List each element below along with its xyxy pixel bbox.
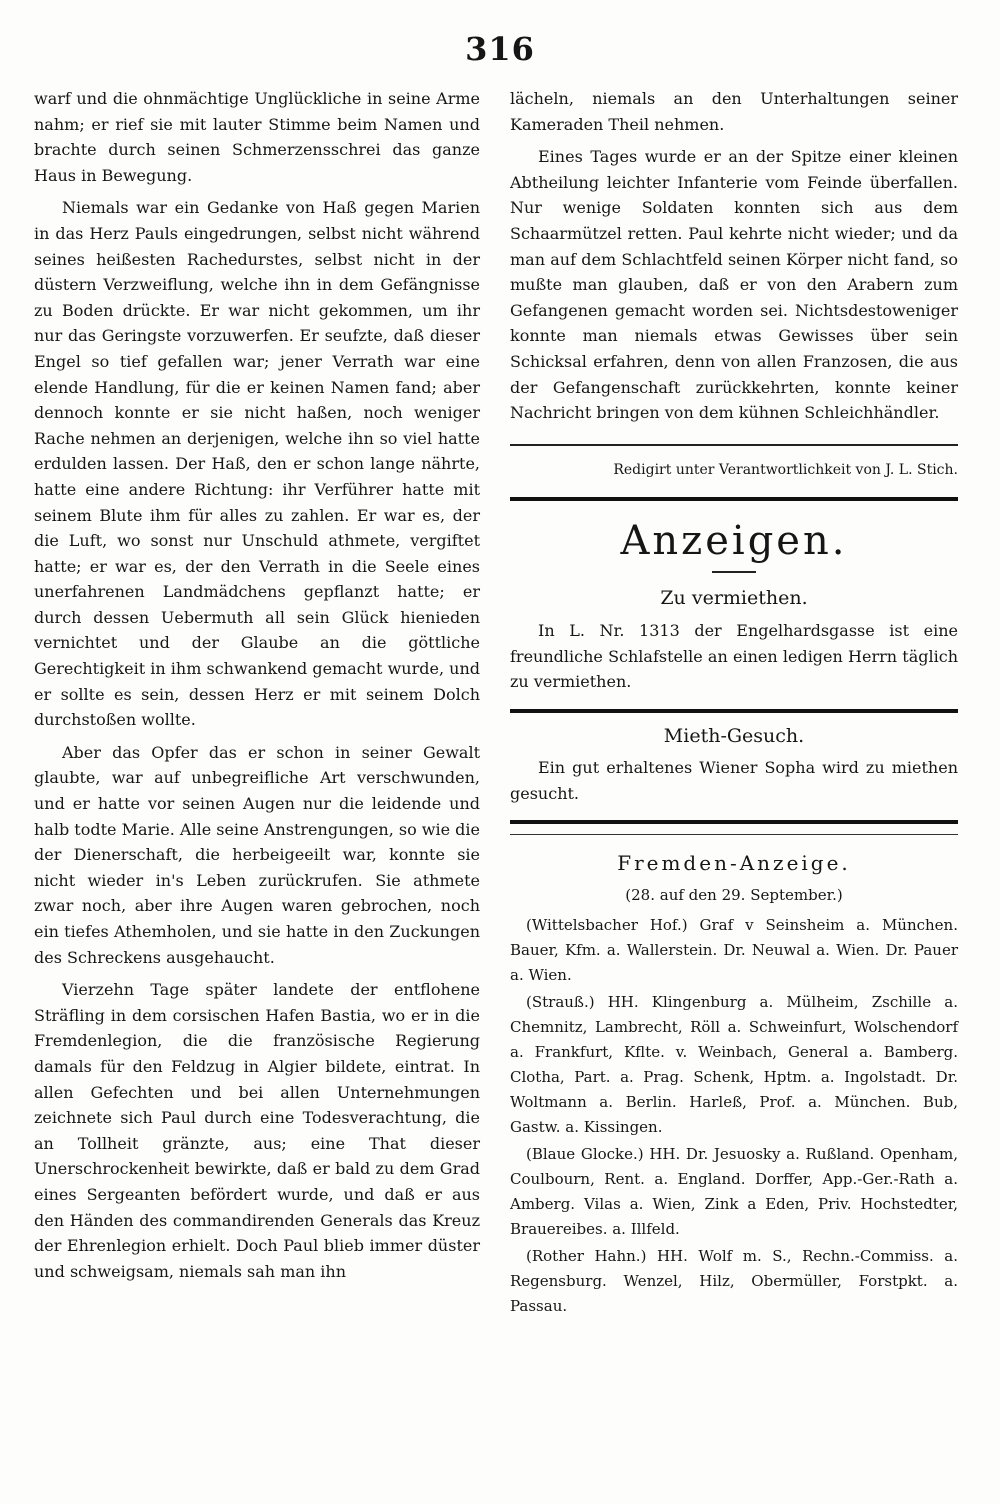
ad-2-text: Ein gut erhaltenes Wiener Sopha wird zu miethen gesucht. (510, 758, 958, 803)
ads-title: Anzeigen. (620, 518, 848, 565)
fremden-date: (28. auf den 29. September.) (625, 886, 843, 905)
ad-divider-2 (510, 820, 958, 824)
left-paragraph-4: Vierzehn Tage später landete der entflohene Sträfling in dem corsischen Hafen Bastia, wo er in die Fremdenlegion, die die französische Regierung damals für den Feldzug in Algier bildete, eintrat. In allen Gefechten und bei allen Unternehmungen zeichnete sich Paul durch eine Todesverachtung, die an Tollheit gränzte, aus; eine That dieser Unerschrockenheit bewirkte, daß er bald zu dem Grad eines Sergeanten befördert wurde, und daß er aus den Händen des commandirenden Generals das Kreuz der Ehrenlegion erhielt. Doch Paul blieb immer düster und schweigsam, niemals sah man ihn (34, 980, 480, 1281)
right-paragraph-1: lächeln, niemals an den Unterhaltungen seiner Kameraden Theil nehmen. (510, 89, 958, 134)
right-paragraph-2: Eines Tages wurde er an der Spitze einer kleinen Abtheilung leichter Infanterie vom Feinde überfallen. Nur wenige Soldaten konnten sich aus dem Schaarmützel retten. Paul kehrte nicht wieder; und da man auf dem Schlachtfeld seinen Körper nicht fand, so mußte man glauben, daß er von den Arabern zum Gefangenen gemacht worden sei. Nichtsdestoweniger konnte man niemals etwas Gewisses über sein Schicksal erfahren, denn von allen Franzosen, die aus der Gefangenschaft zurückkehrten, konnte keiner Nachricht bringen von dem kühnen Schleichhändler. (510, 147, 958, 423)
editor-line: Redigirt unter Verantwortlichkeit von J. L. Stich. (613, 461, 958, 478)
left-paragraph-2: Niemals war ein Gedanke von Haß gegen Marien in das Herz Pauls eingedrungen, selbst nicht während seines heißesten Rachedurstes, selbst nicht in der düstern Verzweiflung, welche ihn in dem Gefängnisse zu Boden drückte. Er war nicht gekommen, um ihr nur das Geringste vorzuwerfen. Er seufzte, daß dieser Engel so tief gefallen war; jener Verrath war eine elende Handlung, für die er keinen Namen fand; aber dennoch konnte er sie nicht haßen, noch weniger Rache nehmen an derjenigen, welche ihn so viel hatte erdulden lassen. Der Haß, den er schon lange nährte, hatte eine andere Richtung: ihr Verführer hatte mit seinem Blute ihm für alles zu zahlen. Er war es, der die Luft, wo sonst nur Unschuld athmete, vergiftet hatte; er war es, der den Verrath in die Seele eines unerfahrenen Landmädchens gepflanzt hatte; er durch dessen Uebermuth all sein Glück hienieden vernichtet und der Glaube an die göttliche Gerechtigkeit in ihm schwankend gemacht wurde, und er sollte es sein, dessen Herz er mit seinem Dolch durchstoßen wollte. (34, 198, 480, 730)
ad-divider-1 (510, 709, 958, 713)
fremden-entry: (Wittelsbacher Hof.) Graf v Seinsheim a. München. Bauer, Kfm. a. Wallerstein. Dr. Neuwal a. Wien. Dr. Pauer a. Wien. (510, 916, 958, 985)
left-paragraph-3: Aber das Opfer das er schon in seiner Gewalt glaubte, war auf unbegreifliche Art verschwunden, und er hatte vor seinen Augen nur die leidende und halb todte Marie. Alle seine Anstrengungen, so wie die der Dienerschaft, die herbeigeeilt war, konnte sie nicht wieder in's Leben zurückrufen. Sie athmete zwar noch, aber ihre Augen waren gebrochen, noch ein tiefes Athemholen, und sie hatte in den Zuckungen des Schreckens ausgehaucht. (34, 742, 480, 967)
ads-top-rule (510, 497, 958, 501)
fremden-entry: (Blaue Glocke.) HH. Dr. Jesuosky a. Rußland. Openham, Coulbourn, Rent. a. England. Dorffer, App.-Ger.-Rath a. Amberg. Vilas a. Wien, Zink a Eden, Priv. Hochstedter, Brauereibes. a. Illfeld. (510, 1145, 958, 1239)
section-divider (510, 444, 958, 446)
left-column (34, 86, 480, 1291)
ad-2-heading: Mieth-Gesuch. (663, 724, 805, 747)
right-column (510, 86, 958, 1321)
page-number: 316 (465, 30, 535, 68)
fremden-list (510, 913, 958, 1319)
ad-1-text: In L. Nr. 1313 der Engelhardsgasse ist eine freundliche Schlafstelle an einen ledigen Herrn täglich zu vermiethen. (510, 620, 958, 692)
ad-divider-2-thin (510, 834, 958, 835)
fremden-heading: Fremden-Anzeige. (617, 851, 851, 876)
fremden-entry: (Rother Hahn.) HH. Wolf m. S., Rechn.-Commiss. a. Regensburg. Wenzel, Hilz, Obermüller, Forstpkt. a. Passau. (510, 1247, 958, 1316)
left-paragraph-1: warf und die ohnmächtige Unglückliche in seine Arme nahm; er rief sie mit lauter Stimme beim Namen und brachte durch seinen Schmerzensschrei das ganze Haus in Bewegung. (34, 89, 480, 185)
fremden-entry: (Strauß.) HH. Klingenburg a. Mülheim, Zschille a. Chemnitz, Lambrecht, Röll a. Schweinfurt, Wolschendorf a. Frankfurt, Kflte. v. Weinbach, General a. Bamberg. Clotha, Part. a. Prag. Schenk, Hptm. a. Ingolstadt. Dr. Woltmann a. Berlin. Harleß, Prof. a. München. Bub, Gastw. a. Kissingen. (510, 993, 958, 1137)
ads-title-underline (712, 571, 756, 573)
ad-1-heading: Zu vermiethen. (660, 587, 808, 610)
